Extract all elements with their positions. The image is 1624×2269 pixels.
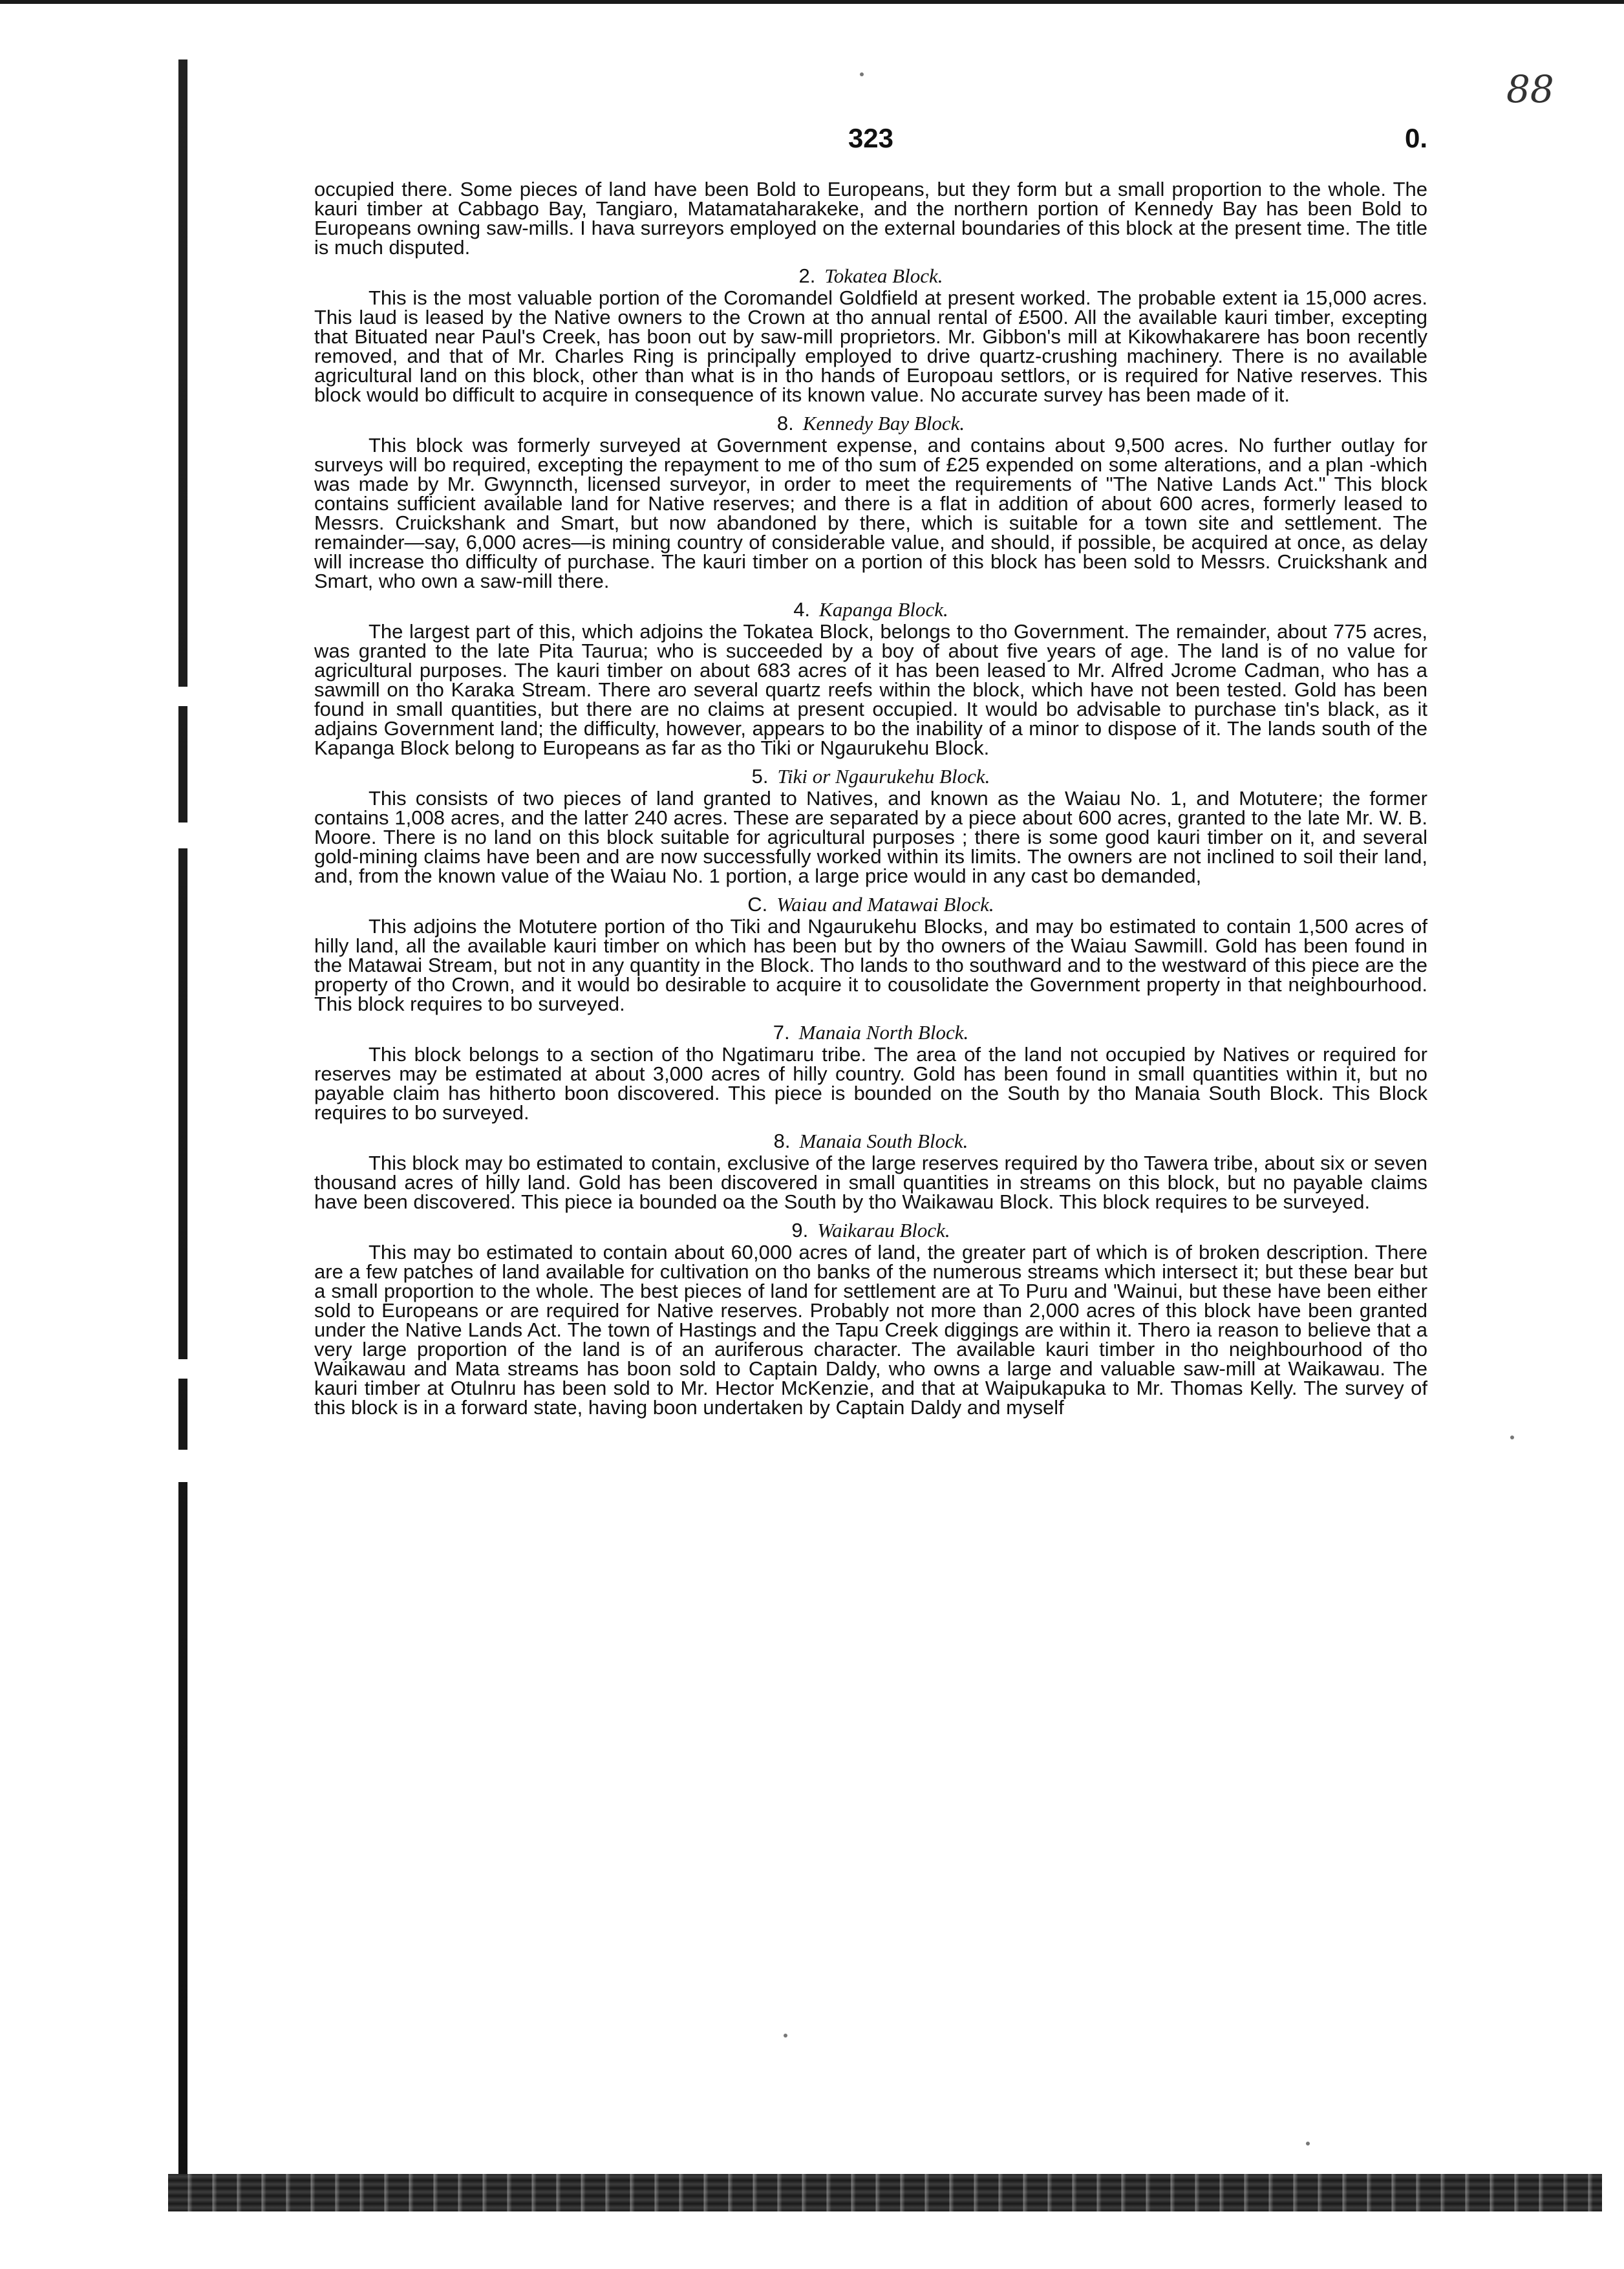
- section-name: Manaia South Block.: [799, 1130, 968, 1152]
- section-heading: [314, 767, 1427, 786]
- section-text: This consists of two pieces of land granted to Natives, and known as the Waiau No. 1, and Motutere; the former contains 1,008 acres, and the latter 240 acres. These are separated by a piece about 600 acres, granted to the late Mr. W. B. Moore. There is no land on this block suitable for agricultural purposes ; there is some good kauri timber on it, and several gold-mining claims have been and are now successfully worked within its limits. The owners are not inclined to soil their land, and, from the known value of the Waiau No. 1 portion, a large price would in any cast bo demanded,: [314, 787, 1427, 887]
- section-number: 8.: [776, 412, 794, 435]
- section-text: This may bo estimated to contain about 60,000 acres of land, the greater part of which is of broken description. There are a few patches of land available for cultivation on tho banks of the numerous streams which intersect it; but these bear but a small proportion to the whole. The best pieces of land for settlement are at To Puru and 'Wainui, but these have been either sold to Europeans or are required for Native reserves. Probably not more than 2,000 acres of this block have been granted under the Native Lands Act. The town of Hastings and the Tapu Creek diggings are within it. Thero ia reason to believe that a very large proportion of the land is of an auriferous character. The available kauri timber in tho neighbourhood of tho Waikawau and Mata streams has boon sold to Captain Daldy, who owns a large and valuable saw-mill at Waikawau. The kauri timber at Otulnru has been sold to Mr. Hector McKenzie, and that at Waipukapuka to Mr. Thomas Kelly. The survey of this block is in a forward state, having boon undertaken by Captain Daldy and myself: [314, 1241, 1427, 1419]
- section-number: C.: [747, 893, 768, 916]
- scan-speck: [784, 2034, 787, 2038]
- section-text: This block may bo estimated to contain, exclusive of the large reserves required by tho Tawera tribe, about six or seven thousand acres of hilly land. Gold has been discovered in small quantities in streams on this block, but no payable claims have been discovered. This piece ia bounded oa the South by tho Waikawau Block. This block requires to be surveyed.: [314, 1152, 1427, 1213]
- section-text: This block was formerly surveyed at Government expense, and contains about 9,500 acres. No further outlay for surveys will bo required, excepting the repayment to me of tho sum of £25 expended on some alterations, and a plan -which was made by Mr. Gwynncth, licensed surveyor, in order to meet the requirements of "The Native Lands Act." This block contains sufficient available land for Native reserves; and there is a flat in addition of about 600 acres, formerly leased to Messrs. Cruickshank and Smart, but now abandoned by there, which is suitable for a town site and settlement. The remainder—say, 6,000 acres—is mining country of considerable value, and should, if possible, be acquired at once, as delay will increase tho difficulty of purchase. The kauri timber on a portion of this block has been sold to Messrs. Cruickshank and Smart, who own a saw-mill there.: [314, 434, 1427, 592]
- handwritten-folio: 88: [1506, 67, 1554, 111]
- section-heading: [314, 1132, 1427, 1151]
- page-number: 323: [848, 123, 894, 153]
- bottom-binding-edge: [168, 2174, 1602, 2211]
- section-heading: [314, 1023, 1427, 1042]
- top-border: [0, 0, 1624, 4]
- section-name: Waiau and Matawai Block.: [776, 893, 994, 916]
- series-mark: 0.: [1404, 123, 1427, 153]
- section-heading: [314, 600, 1427, 619]
- section-heading: [314, 895, 1427, 914]
- section-name: Kennedy Bay Block.: [802, 412, 965, 435]
- section-number: 8.: [773, 1130, 791, 1152]
- scan-speck: [1306, 2142, 1310, 2145]
- section-number: 9.: [791, 1219, 809, 1242]
- section-name: Tokatea Block.: [824, 264, 943, 287]
- section-number: 2.: [798, 264, 816, 287]
- section-name: Waikarau Block.: [817, 1219, 950, 1242]
- section-number: 4.: [793, 598, 811, 621]
- page-header: [314, 123, 1427, 168]
- section-text: This is the most valuable portion of the Coromandel Goldfield at present worked. The probable extent ia 15,000 acres. This laud is leased by the Native owners to the Crown at tho annual rental of £500. All the available kauri timber, excepting that Bituated near Paul's Creek, has boon out by saw-mill proprietors. Mr. Gibbon's mill at Kikowhakarere has boon recently removed, and that of Mr. Charles Ring is principally employed to drive quartz-crushing machinery. There is no available agricultural land on this block, other than what is in tho hands of Europoau settlors, or is required for Native reserves. This block would bo difficult to acquire in consequence of its known value. No accurate survey has been made of it.: [314, 286, 1427, 406]
- section-heading: [314, 1221, 1427, 1240]
- section-text: The largest part of this, which adjoins the Tokatea Block, belongs to tho Government. The remainder, about 775 acres, was granted to the late Pita Taurua; who is succeeded by a boy of about five years of age. The land is of no value for agricultural purposes. The kauri timber on about 683 acres of it has been leased to Mr. Alfred Jcrome Cadman, who has a sawmill on tho Karaka Stream. There aro several quartz reefs within the block, which have not been tested. Gold has been found in small quantities, but there are no claims at present occupied. It would bo advisable to purchase tin's black, as it adjains Government land; the difficulty, however, appears to bo the inability of a minor to dispose of it. The lands south of the Kapanga Block belong to Europeans as far as tho Tiki or Ngaurukehu Block.: [314, 620, 1427, 759]
- section-number: 7.: [773, 1021, 790, 1044]
- section-heading: [314, 266, 1427, 286]
- scan-speck: [1510, 1436, 1514, 1439]
- section-text: This block belongs to a section of tho Ngatimaru tribe. The area of the land not occupied by Natives or required for reserves may be estimated at about 3,000 acres of hilly country. Gold has been found in small quantities within it, but no payable claim has hitherto boon discovered. This piece is bounded on the South by tho Manaia South Block. This Block requires to bo surveyed.: [314, 1043, 1427, 1124]
- section-name: Kapanga Block.: [819, 598, 948, 621]
- scan-speck: [860, 72, 864, 76]
- section-name: Manaia North Block.: [798, 1021, 969, 1044]
- body-text: [314, 180, 1427, 1417]
- section-number: 5.: [751, 765, 769, 788]
- section-text-continued: occupied there. Some pieces of land have been Bold to Europeans, but they form but a small proportion to the whole. The kauri timber at Cabbago Bay, Tangiaro, Matamataharakeke, and the northern portion of Kennedy Bay has been Bold to Europeans owning saw-mills. I hava surreyors employed on the external boundaries of this block at the present time. The title is much disputed.: [314, 178, 1427, 259]
- left-binding-edge: [178, 59, 187, 2200]
- section-name: Tiki or Ngaurukehu Block.: [777, 765, 990, 788]
- section-text: This adjoins the Motutere portion of tho Tiki and Ngaurukehu Blocks, and may bo estimated to contain 1,500 acres of hilly land, all the available kauri timber on which has been but by tho owners of the Waiau Sawmill. Gold has been found in the Matawai Stream, but not in any quantity in the Block. Tho lands to tho southward and to the westward of this piece are the property of tho Crown, and it would bo desirable to acquire it to cousolidate the Government property in that neighbourhood. This block requires to bo surveyed.: [314, 915, 1427, 1015]
- section-heading: [314, 414, 1427, 433]
